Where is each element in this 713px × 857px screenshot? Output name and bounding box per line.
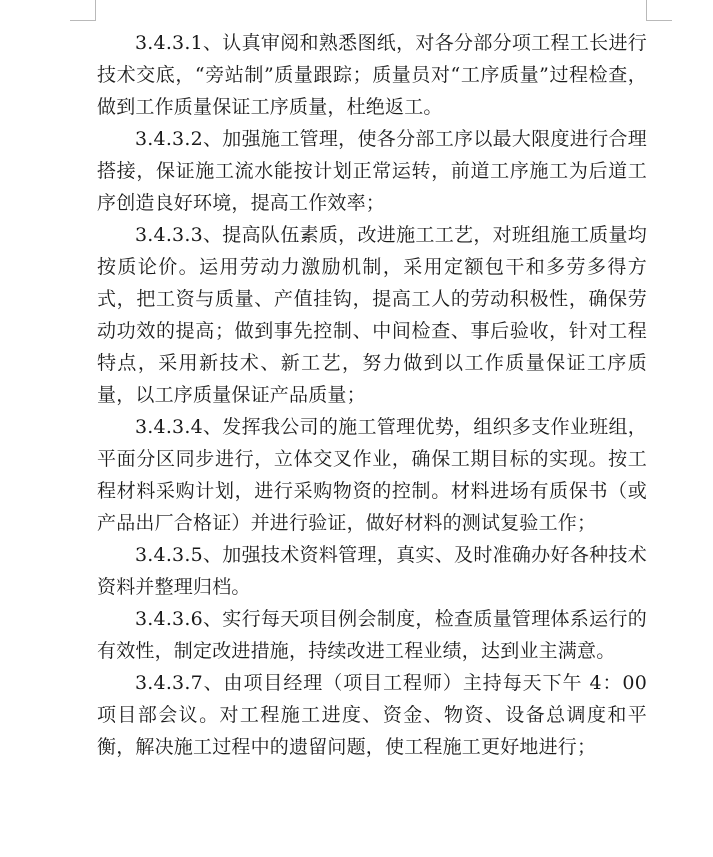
paragraph-3-4-3-1: 3.4.3.1、认真审阅和熟悉图纸，对各分部分项工程工长进行技术交底，“旁站制”质量跟踪；质量员对“工序质量”过程检查，做到工作质量保证工序质量，杜绝返工。 (97, 32, 647, 118)
paragraph-3-4-3-2: 3.4.3.2、加强施工管理，使各分部工序以最大限度进行合理搭接，保证施工流水能按计划正常运转，前道工序施工为后道工序创造良好环境，提高工作效率； (97, 128, 647, 214)
crop-mark-top-right-vertical (646, 0, 647, 20)
crop-mark-top-left-horizontal (70, 20, 96, 21)
paragraph-3-4-3-5: 3.4.3.5、加强技术资料管理，真实、及时准确办好各种技术资料并整理归档。 (97, 544, 647, 598)
paragraph-3-4-3-3: 3.4.3.3、提高队伍素质，改进施工工艺，对班组施工质量均按质论价。运用劳动力激励机制，采用定额包干和多劳多得方式，把工资与质量、产值挂钩，提高工人的劳动积极性，确保劳动功效的提高；做到事先控制、中间检查、事后验收，针对工程特点，采用新技术、新工艺，努力做到以工作质量保证工序质量，以工序质量保证产品质量； (97, 224, 647, 406)
crop-mark-top-right-horizontal (646, 20, 672, 21)
paragraph-3-4-3-6: 3.4.3.6、实行每天项目例会制度，检查质量管理体系运行的有效性，制定改进措施，持续改进工程业绩，达到业主满意。 (97, 608, 647, 662)
paragraph-3-4-3-4: 3.4.3.4、发挥我公司的施工管理优势，组织多支作业班组，平面分区同步进行，立体交叉作业，确保工期目标的实现。按工程材料采购计划，进行采购物资的控制。材料进场有质保书（或产品出厂合格证）并进行验证，做好材料的测试复验工作； (97, 416, 647, 534)
crop-mark-top-left-vertical (95, 0, 96, 20)
document-body (97, 27, 647, 763)
paragraph-3-4-3-7: 3.4.3.7、由项目经理（项目工程师）主持每天下午 4：00 项目部会议。对工程施工进度、资金、物资、设备总调度和平衡，解决施工过程中的遗留问题，使工程施工更好地进行； (97, 672, 647, 758)
